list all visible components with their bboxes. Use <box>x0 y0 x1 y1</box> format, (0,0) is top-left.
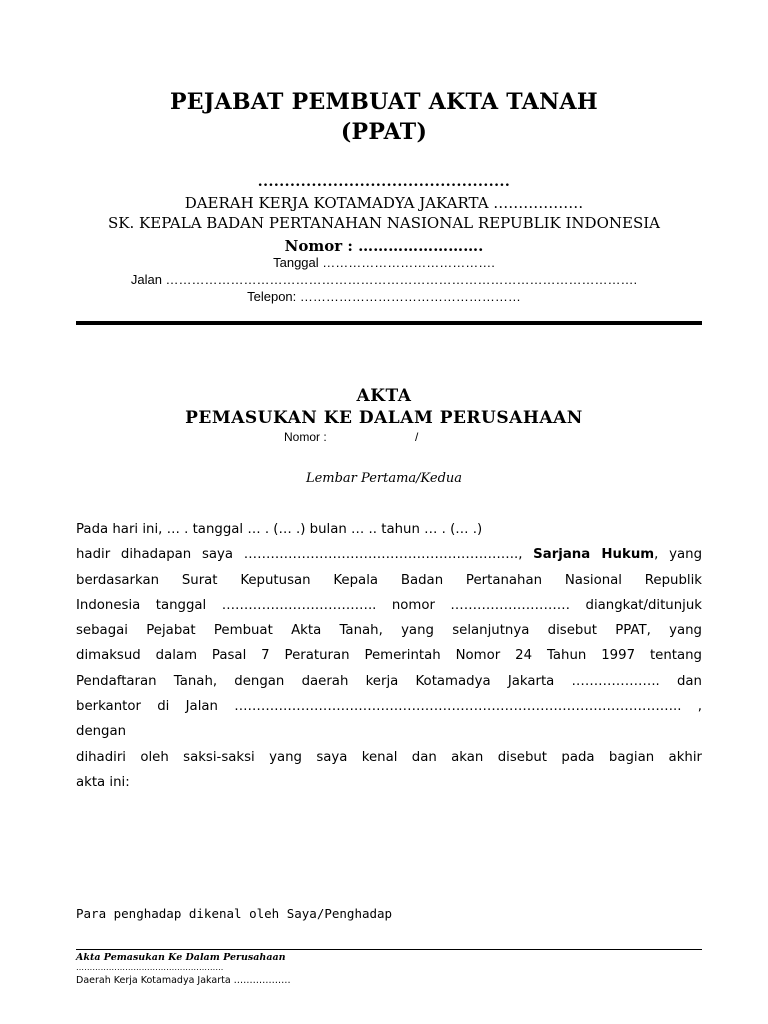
body-line: berdasarkan Surat Keputusan Kepala Badan Pertanahan Nasional Republik <box>76 572 702 588</box>
header-telepon: Telepon: …………………………………………… <box>247 289 521 304</box>
akta-subtitle: PEMASUKAN KE DALAM PERUSAHAAN <box>185 408 583 428</box>
akta-nomor-label: Nomor : <box>284 430 327 444</box>
body-line: dihadiri oleh saksi-saksi yang saya kenal dan akan disebut pada bagian akhir <box>76 749 702 765</box>
body-line: Indonesia tanggal …………………………….. nomor ……………………… diangkat/ditunjuk <box>76 597 702 613</box>
body-line: sebagai Pejabat Pembuat Akta Tanah, yang selanjutnya disebut PPAT, yang <box>76 623 702 639</box>
footer-title: Akta Pemasukan Ke Dalam Perusahaan <box>76 952 286 963</box>
akta-title: AKTA <box>356 386 412 406</box>
body-line: Pendaftaran Tanah, dengan daerah kerja Kotamadya Jakarta ……………….. dan <box>76 673 702 689</box>
footer-daerah: Daerah Kerja Kotamadya Jakarta ……………… <box>76 975 291 986</box>
akta-nomor-separator: / <box>415 430 419 444</box>
akta-lembar: Lembar Pertama/Kedua <box>305 471 463 486</box>
footer-dots: ……………………………………………… <box>76 963 224 972</box>
para-penghadap: Para penghadap dikenal oleh Saya/Penghadap <box>76 906 393 921</box>
body-line <box>76 542 702 567</box>
body-text: hadir dihadapan saya …………………………………………………….., <box>76 547 523 563</box>
body-line: akta ini: <box>76 774 130 790</box>
body-line: Pada hari ini, … . tanggal … . (… .) bulan … .. tahun … . (… .) <box>76 522 483 537</box>
akta-body <box>76 517 702 795</box>
header-divider <box>76 321 702 325</box>
header-title-line2: (PPAT) <box>340 119 428 145</box>
header-sk: SK. KEPALA BADAN PERTANAHAN NASIONAL REPUBLIK INDONESIA <box>108 214 660 232</box>
body-line: dimaksud dalam Pasal 7 Peraturan Pemerintah Nomor 24 Tahun 1997 tentang <box>76 648 702 664</box>
header-dots: ............................................... <box>257 174 511 190</box>
header-nomor: Nomor : ……………………. <box>284 237 484 255</box>
body-text: , yang <box>654 547 703 563</box>
header-title-line1: PEJABAT PEMBUAT AKTA TANAH <box>169 89 599 115</box>
body-bold-text: Sarjana Hukum <box>533 547 655 563</box>
footer-divider <box>76 949 702 950</box>
body-line: berkantor di Jalan ……………………………………………………………………………………….. , dengan <box>76 699 702 740</box>
header-daerah: DAERAH KERJA KOTAMADYA JAKARTA ……………… <box>184 194 584 212</box>
header-jalan: Jalan ………………………………………………………………………………………………. <box>130 272 638 287</box>
header-tanggal: Tanggal …………………………………. <box>273 255 495 270</box>
